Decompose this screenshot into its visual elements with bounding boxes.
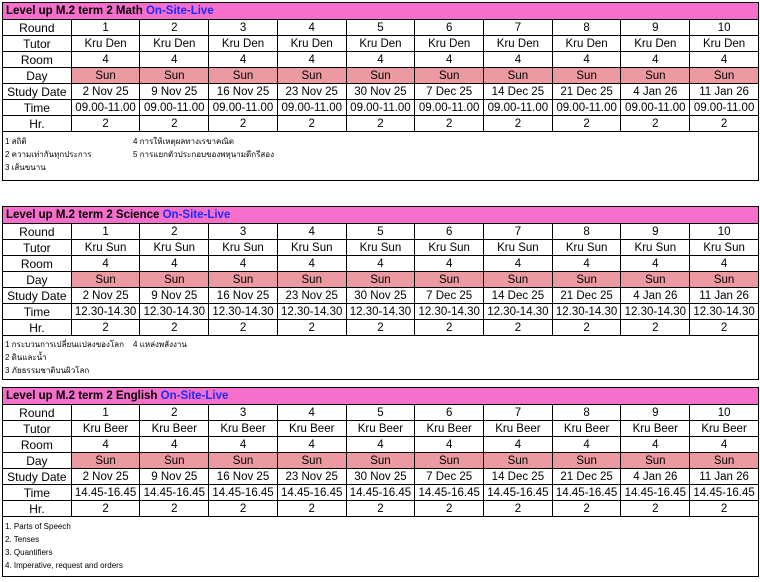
time-row xyxy=(3,100,759,116)
topic-item: 4. Imperative, request and orders xyxy=(5,561,123,570)
cell: 2 xyxy=(484,320,553,336)
cell: 3 xyxy=(209,405,278,421)
cell: Kru Den xyxy=(690,36,759,52)
cell: 8 xyxy=(552,224,621,240)
cell: 8 xyxy=(552,405,621,421)
time-row xyxy=(3,304,759,320)
cell: Kru Den xyxy=(621,36,690,52)
cell: 4 xyxy=(209,52,278,68)
cell: 12.30-14.30 xyxy=(140,304,209,320)
cell: Sun xyxy=(621,272,690,288)
math-schedule-table xyxy=(2,2,759,132)
cell: 30 Nov 25 xyxy=(346,288,415,304)
cell: 2 xyxy=(140,20,209,36)
cell: Sun xyxy=(484,453,553,469)
cell: 2 xyxy=(71,320,140,336)
row-label: Room xyxy=(3,437,72,453)
cell: 2 xyxy=(552,116,621,132)
cell: 23 Nov 25 xyxy=(277,469,346,485)
row-label: Study Date xyxy=(3,469,72,485)
cell: Kru Beer xyxy=(209,421,278,437)
cell: 2 xyxy=(140,116,209,132)
cell: 2 xyxy=(621,116,690,132)
cell: 2 xyxy=(690,320,759,336)
row-label: Time xyxy=(3,304,72,320)
cell: 21 Dec 25 xyxy=(552,84,621,100)
cell: 7 Dec 25 xyxy=(415,84,484,100)
cell: 2 xyxy=(277,116,346,132)
topic-item: 3 ภัยธรรมชาติบนผิวโลก xyxy=(5,366,90,375)
cell: 4 xyxy=(277,405,346,421)
row-label: Hr. xyxy=(3,116,72,132)
cell: 23 Nov 25 xyxy=(277,288,346,304)
cell: 2 xyxy=(415,320,484,336)
cell: 14.45-16.45 xyxy=(552,485,621,501)
cell: 2 xyxy=(484,501,553,517)
mode-tag: On-Site-Live xyxy=(145,5,214,17)
cell: Sun xyxy=(690,68,759,84)
cell: 09.00-11.00 xyxy=(209,100,278,116)
row-label: Round xyxy=(3,20,72,36)
row-label: Tutor xyxy=(3,421,72,437)
topic-item: 2 ความเท่ากันทุกประการ xyxy=(5,150,92,159)
cell: 6 xyxy=(415,405,484,421)
cell: 8 xyxy=(552,20,621,36)
cell: 10 xyxy=(690,224,759,240)
row-label: Tutor xyxy=(3,36,72,52)
cell: Kru Den xyxy=(346,36,415,52)
cell: 4 xyxy=(277,224,346,240)
cell: Kru Den xyxy=(484,36,553,52)
cell: 14.45-16.45 xyxy=(621,485,690,501)
study-date-row xyxy=(3,84,759,100)
room-row xyxy=(3,256,759,272)
row-label: Time xyxy=(3,485,72,501)
cell: Sun xyxy=(209,272,278,288)
cell: 4 xyxy=(346,52,415,68)
cell: Kru Beer xyxy=(140,421,209,437)
cell: 2 xyxy=(346,501,415,517)
cell: 16 Nov 25 xyxy=(209,288,278,304)
cell: 2 Nov 25 xyxy=(71,84,140,100)
topic-notes xyxy=(2,517,759,577)
cell: 14 Dec 25 xyxy=(484,469,553,485)
cell: 4 xyxy=(140,437,209,453)
cell: 12.30-14.30 xyxy=(690,304,759,320)
row-label: Day xyxy=(3,68,72,84)
cell: 4 xyxy=(277,437,346,453)
mode-tag: On-Site-Live xyxy=(160,390,229,402)
cell: 10 xyxy=(690,20,759,36)
cell: 5 xyxy=(346,20,415,36)
cell: 09.00-11.00 xyxy=(690,100,759,116)
cell: 4 xyxy=(277,52,346,68)
cell: 4 xyxy=(621,256,690,272)
cell: 12.30-14.30 xyxy=(621,304,690,320)
row-label: Study Date xyxy=(3,288,72,304)
cell: 2 xyxy=(621,320,690,336)
cell: Sun xyxy=(552,453,621,469)
cell: 4 xyxy=(690,52,759,68)
cell: 14.45-16.45 xyxy=(690,485,759,501)
cell: 7 xyxy=(484,224,553,240)
cell: 1 xyxy=(71,20,140,36)
cell: 2 xyxy=(140,224,209,240)
topic-notes-right xyxy=(133,135,274,161)
cell: 14.45-16.45 xyxy=(71,485,140,501)
cell: 9 Nov 25 xyxy=(140,84,209,100)
cell: 4 xyxy=(209,437,278,453)
science-schedule xyxy=(2,206,759,380)
cell: 14.45-16.45 xyxy=(484,485,553,501)
cell: 2 xyxy=(209,116,278,132)
cell: 14.45-16.45 xyxy=(415,485,484,501)
cell: 2 xyxy=(346,320,415,336)
study-date-row xyxy=(3,288,759,304)
cell: Sun xyxy=(415,453,484,469)
cell: 7 xyxy=(484,20,553,36)
cell: 9 xyxy=(621,405,690,421)
cell: 4 xyxy=(690,256,759,272)
cell: 4 xyxy=(690,437,759,453)
cell: Sun xyxy=(690,453,759,469)
cell: Kru Den xyxy=(71,36,140,52)
round-row xyxy=(3,405,759,421)
hours-row xyxy=(3,116,759,132)
cell: Kru Beer xyxy=(71,421,140,437)
cell: 4 xyxy=(140,256,209,272)
cell: 09.00-11.00 xyxy=(621,100,690,116)
cell: Sun xyxy=(690,272,759,288)
cell: 4 xyxy=(346,256,415,272)
hours-row xyxy=(3,501,759,517)
cell: 7 Dec 25 xyxy=(415,469,484,485)
cell: Kru Sun xyxy=(415,240,484,256)
row-label: Day xyxy=(3,272,72,288)
cell: Sun xyxy=(209,68,278,84)
cell: 6 xyxy=(415,20,484,36)
cell: 12.30-14.30 xyxy=(484,304,553,320)
cell: 14.45-16.45 xyxy=(346,485,415,501)
cell: Sun xyxy=(209,453,278,469)
cell: 7 Dec 25 xyxy=(415,288,484,304)
cell: 23 Nov 25 xyxy=(277,84,346,100)
cell: Sun xyxy=(277,453,346,469)
cell: Sun xyxy=(621,68,690,84)
table-title-row xyxy=(3,3,759,20)
science-schedule-table xyxy=(2,206,759,336)
cell: 12.30-14.30 xyxy=(209,304,278,320)
cell: Kru Den xyxy=(277,36,346,52)
cell: 4 xyxy=(552,256,621,272)
cell: Sun xyxy=(71,272,140,288)
cell: 7 xyxy=(484,405,553,421)
cell: 11 Jan 26 xyxy=(690,469,759,485)
cell: Sun xyxy=(277,272,346,288)
cell: Sun xyxy=(415,272,484,288)
cell: 14 Dec 25 xyxy=(484,84,553,100)
cell: Sun xyxy=(346,272,415,288)
cell: 09.00-11.00 xyxy=(415,100,484,116)
cell: 4 xyxy=(277,256,346,272)
cell: 9 xyxy=(621,20,690,36)
cell: Kru Den xyxy=(209,36,278,52)
room-row xyxy=(3,437,759,453)
round-row xyxy=(3,224,759,240)
cell: 2 xyxy=(277,501,346,517)
cell: Kru Beer xyxy=(552,421,621,437)
cell: 4 xyxy=(346,437,415,453)
topic-notes xyxy=(2,132,759,181)
cell: 2 xyxy=(209,320,278,336)
cell: Sun xyxy=(277,68,346,84)
cell: Sun xyxy=(140,453,209,469)
row-label: Room xyxy=(3,52,72,68)
row-label: Room xyxy=(3,256,72,272)
cell: 12.30-14.30 xyxy=(71,304,140,320)
row-label: Round xyxy=(3,224,72,240)
cell: 30 Nov 25 xyxy=(346,84,415,100)
cell: Kru Sun xyxy=(140,240,209,256)
cell: 2 xyxy=(484,116,553,132)
topic-item: 4 แหล่งพลังงาน xyxy=(133,340,187,349)
cell: 16 Nov 25 xyxy=(209,84,278,100)
cell: 4 xyxy=(71,52,140,68)
cell: 2 xyxy=(71,501,140,517)
cell: 5 xyxy=(346,224,415,240)
cell: 2 xyxy=(415,501,484,517)
cell: 2 xyxy=(415,116,484,132)
cell: 30 Nov 25 xyxy=(346,469,415,485)
cell: Kru Sun xyxy=(552,240,621,256)
cell: Sun xyxy=(71,453,140,469)
cell: 4 xyxy=(552,437,621,453)
topic-item: 2. Tenses xyxy=(5,535,40,544)
topic-item: 5 การแยกตัวประกอบของพหุนามดีกรีสอง xyxy=(133,150,274,159)
cell: Sun xyxy=(140,68,209,84)
cell: 4 Jan 26 xyxy=(621,84,690,100)
cell: 4 xyxy=(621,437,690,453)
cell: Kru Beer xyxy=(690,421,759,437)
cell: 11 Jan 26 xyxy=(690,84,759,100)
row-label: Study Date xyxy=(3,84,72,100)
cell: 9 Nov 25 xyxy=(140,469,209,485)
topic-item: 1 สถิติ xyxy=(5,137,27,146)
topic-notes xyxy=(2,336,759,380)
cell: 2 Nov 25 xyxy=(71,469,140,485)
cell: 14 Dec 25 xyxy=(484,288,553,304)
cell: Kru Sun xyxy=(277,240,346,256)
cell: 12.30-14.30 xyxy=(415,304,484,320)
cell: 09.00-11.00 xyxy=(140,100,209,116)
cell: 4 xyxy=(209,256,278,272)
cell: Kru Beer xyxy=(277,421,346,437)
cell: Kru Sun xyxy=(484,240,553,256)
cell: 16 Nov 25 xyxy=(209,469,278,485)
cell: 10 xyxy=(690,405,759,421)
table-title: Level up M.2 term 2 English On-Site-Live xyxy=(3,388,759,405)
cell: Kru Den xyxy=(140,36,209,52)
topic-notes-right xyxy=(133,338,187,351)
tutor-row xyxy=(3,36,759,52)
cell: 4 xyxy=(415,437,484,453)
cell: 2 xyxy=(71,116,140,132)
topic-item: 3. Quantifiers xyxy=(5,548,53,557)
cell: 4 xyxy=(484,256,553,272)
cell: Kru Beer xyxy=(415,421,484,437)
cell: 11 Jan 26 xyxy=(690,288,759,304)
cell: 12.30-14.30 xyxy=(277,304,346,320)
topic-notes-left xyxy=(5,338,124,377)
day-row xyxy=(3,453,759,469)
cell: 2 xyxy=(621,501,690,517)
cell: Kru Sun xyxy=(71,240,140,256)
cell: 12.30-14.30 xyxy=(346,304,415,320)
cell: 09.00-11.00 xyxy=(552,100,621,116)
topic-item: 1 กระบวนการเปลี่ยนแปลงของโลก xyxy=(5,340,124,349)
row-label: Hr. xyxy=(3,501,72,517)
cell: 4 xyxy=(552,52,621,68)
cell: 9 xyxy=(621,224,690,240)
table-title-row xyxy=(3,207,759,224)
study-date-row xyxy=(3,469,759,485)
cell: 4 xyxy=(277,20,346,36)
cell: 2 xyxy=(209,501,278,517)
cell: 21 Dec 25 xyxy=(552,288,621,304)
cell: 2 xyxy=(140,405,209,421)
cell: 4 xyxy=(621,52,690,68)
topic-item: 1. Parts of Speech xyxy=(5,522,71,531)
cell: Sun xyxy=(346,453,415,469)
cell: Kru Sun xyxy=(690,240,759,256)
cell: 2 xyxy=(346,116,415,132)
topic-notes-left xyxy=(5,520,123,572)
cell: 4 xyxy=(71,256,140,272)
cell: 4 xyxy=(484,437,553,453)
cell: Sun xyxy=(140,272,209,288)
cell: Sun xyxy=(552,272,621,288)
cell: Kru Beer xyxy=(621,421,690,437)
mode-tag: On-Site-Live xyxy=(162,209,231,221)
cell: 4 xyxy=(415,52,484,68)
row-label: Time xyxy=(3,100,72,116)
cell: 09.00-11.00 xyxy=(346,100,415,116)
cell: Kru Sun xyxy=(209,240,278,256)
cell: Kru Sun xyxy=(621,240,690,256)
cell: Kru Sun xyxy=(346,240,415,256)
cell: 4 xyxy=(484,52,553,68)
cell: 09.00-11.00 xyxy=(71,100,140,116)
cell: Sun xyxy=(552,68,621,84)
cell: 4 xyxy=(71,437,140,453)
cell: Sun xyxy=(621,453,690,469)
cell: 09.00-11.00 xyxy=(277,100,346,116)
table-title-row xyxy=(3,388,759,405)
room-row xyxy=(3,52,759,68)
cell: 14.45-16.45 xyxy=(209,485,278,501)
cell: 6 xyxy=(415,224,484,240)
english-schedule xyxy=(2,387,759,577)
table-title: Level up M.2 term 2 Math On-Site-Live xyxy=(3,3,759,20)
cell: 1 xyxy=(71,224,140,240)
topic-item: 4 การให้เหตุผลทางเรขาคณิต xyxy=(133,137,234,146)
cell: Sun xyxy=(415,68,484,84)
row-label: Hr. xyxy=(3,320,72,336)
cell: 5 xyxy=(346,405,415,421)
cell: 12.30-14.30 xyxy=(552,304,621,320)
cell: 21 Dec 25 xyxy=(552,469,621,485)
cell: 14.45-16.45 xyxy=(140,485,209,501)
cell: Kru Beer xyxy=(484,421,553,437)
round-row xyxy=(3,20,759,36)
cell: 2 xyxy=(690,116,759,132)
topic-item: 2 ดินและน้ำ xyxy=(5,353,47,362)
cell: 09.00-11.00 xyxy=(484,100,553,116)
row-label: Day xyxy=(3,453,72,469)
cell: 2 xyxy=(690,501,759,517)
cell: Sun xyxy=(346,68,415,84)
row-label: Tutor xyxy=(3,240,72,256)
english-schedule-table xyxy=(2,387,759,517)
cell: 3 xyxy=(209,20,278,36)
cell: Kru Den xyxy=(552,36,621,52)
cell: 4 Jan 26 xyxy=(621,288,690,304)
cell: 4 xyxy=(140,52,209,68)
day-row xyxy=(3,272,759,288)
cell: 2 xyxy=(552,320,621,336)
cell: 2 xyxy=(277,320,346,336)
cell: 4 xyxy=(415,256,484,272)
day-row xyxy=(3,68,759,84)
tutor-row xyxy=(3,421,759,437)
cell: 2 Nov 25 xyxy=(71,288,140,304)
time-row xyxy=(3,485,759,501)
cell: 1 xyxy=(71,405,140,421)
cell: Sun xyxy=(484,68,553,84)
cell: 2 xyxy=(140,501,209,517)
topic-item: 3 เส้นขนาน xyxy=(5,163,46,172)
cell: Sun xyxy=(484,272,553,288)
cell: 4 Jan 26 xyxy=(621,469,690,485)
table-title: Level up M.2 term 2 Science On-Site-Live xyxy=(3,207,759,224)
topic-notes-left xyxy=(5,135,92,174)
cell: 3 xyxy=(209,224,278,240)
row-label: Round xyxy=(3,405,72,421)
cell: Kru Den xyxy=(415,36,484,52)
cell: 14.45-16.45 xyxy=(277,485,346,501)
cell: 9 Nov 25 xyxy=(140,288,209,304)
tutor-row xyxy=(3,240,759,256)
cell: Sun xyxy=(71,68,140,84)
cell: Kru Beer xyxy=(346,421,415,437)
cell: 2 xyxy=(140,320,209,336)
math-schedule xyxy=(2,2,759,181)
hours-row xyxy=(3,320,759,336)
cell: 2 xyxy=(552,501,621,517)
